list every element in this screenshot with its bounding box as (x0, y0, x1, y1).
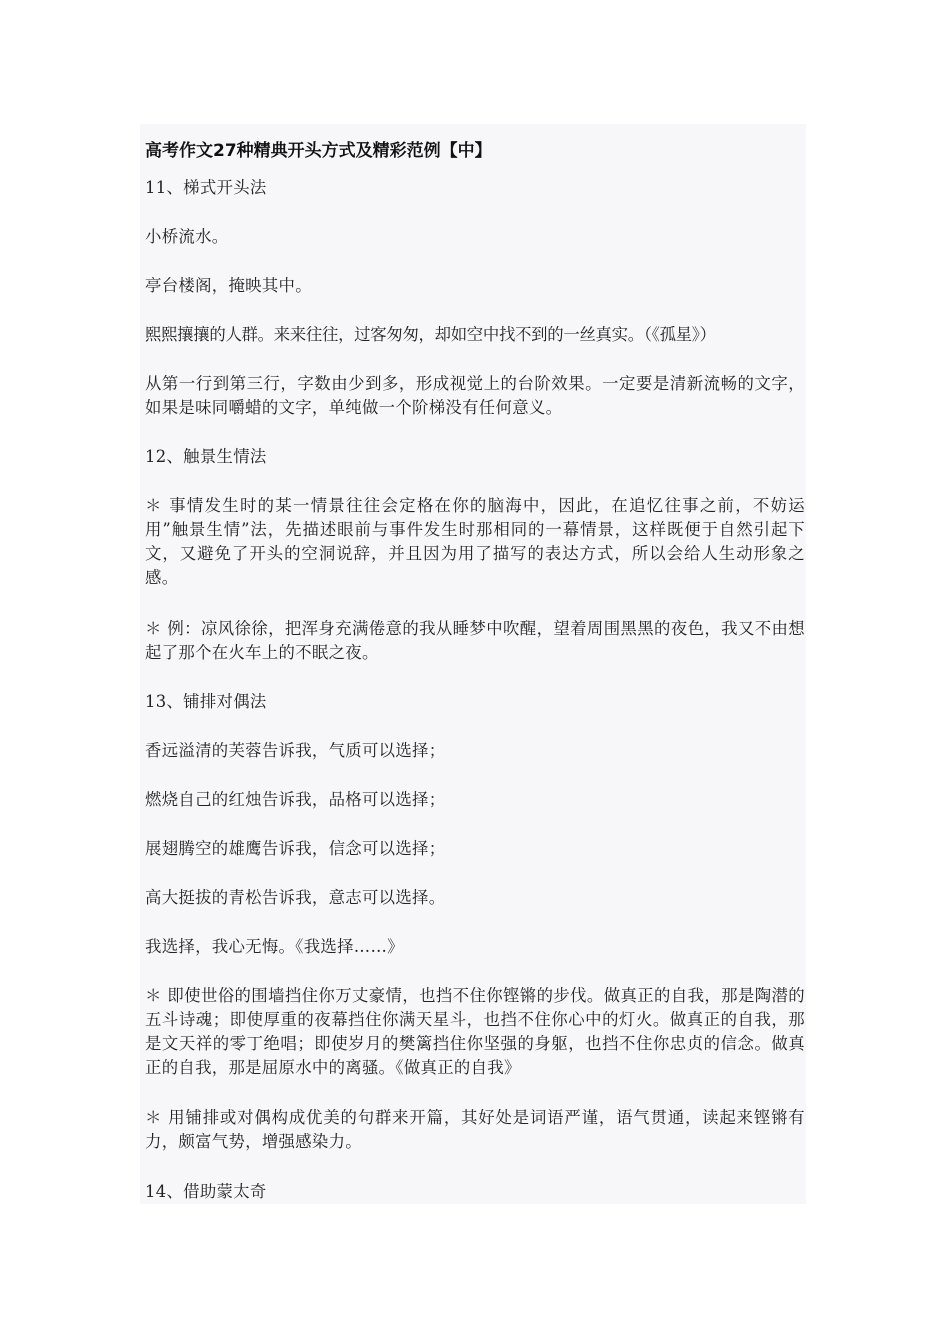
section-heading-14: 14、借助蒙太奇 (145, 1182, 267, 1201)
section-heading-13: 13、铺排对偶法 (145, 692, 267, 711)
document-title: 高考作文27种精典开头方式及精彩范例【中】 (145, 141, 492, 161)
paragraph: 亭台楼阁，掩映其中。 (145, 276, 312, 295)
section-heading-12: 12、触景生情法 (145, 447, 267, 466)
paragraph: ＊ 用铺排或对偶构成优美的句群来开篇，其好处是词语严谨，语气贯通，读起来铿锵有力，颇富气势，增强感染力。 (145, 1108, 805, 1151)
paragraph: 熙熙攘攘的人群。来来往往，过客匆匆，却如空中找不到的一丝真实。（《孤星》） (145, 325, 716, 344)
paragraph: 我选择，我心无悔。《我选择……》 (145, 937, 404, 956)
paragraph: 高大挺拔的青松告诉我，意志可以选择。 (145, 888, 446, 907)
paragraph: 小桥流水。 (145, 227, 229, 246)
section-heading-11: 11、梯式开头法 (145, 178, 267, 197)
paragraph: ＊ 即使世俗的围墙挡住你万丈豪情，也挡不住你铿锵的步伐。做真正的自我，那是陶潜的五斗诗魂；即使厚重的夜幕挡住你满天星斗，也挡不住你心中的灯火。做真正的自我，那是文天祥的零丁绝唱；即使岁月的樊篱挡住你坚强的身躯，也挡不住你忠贞的信念。做真正的自我，那是屈原水中的离骚。《做真正的自我》 (145, 986, 805, 1077)
paragraph: ＊ 事情发生时的某一情景往往会定格在你的脑海中，因此，在追忆往事之前，不妨运用”触景生情”法，先描述眼前与事件发生时那相同的一幕情景，这样既便于自然引起下文，又避免了开头的空洞说辞，并且因为用了描写的表达方式，所以会给人生动形象之感。 (145, 496, 805, 587)
paragraph: 展翅腾空的雄鹰告诉我，信念可以选择； (145, 839, 446, 858)
paragraph: 香远溢清的芙蓉告诉我，气质可以选择； (145, 741, 446, 760)
paragraph: ＊ 例：凉风徐徐，把浑身充满倦意的我从睡梦中吹醒，望着周围黑黑的夜色，我又不由想起了那个在火车上的不眠之夜。 (145, 619, 805, 662)
paragraph: 从第一行到第三行，字数由少到多，形成视觉上的台阶效果。一定要是清新流畅的文字，如果是味同嚼蜡的文字，单纯做一个阶梯没有任何意义。 (145, 374, 805, 417)
paragraph: 燃烧自己的红烛告诉我，品格可以选择； (145, 790, 446, 809)
